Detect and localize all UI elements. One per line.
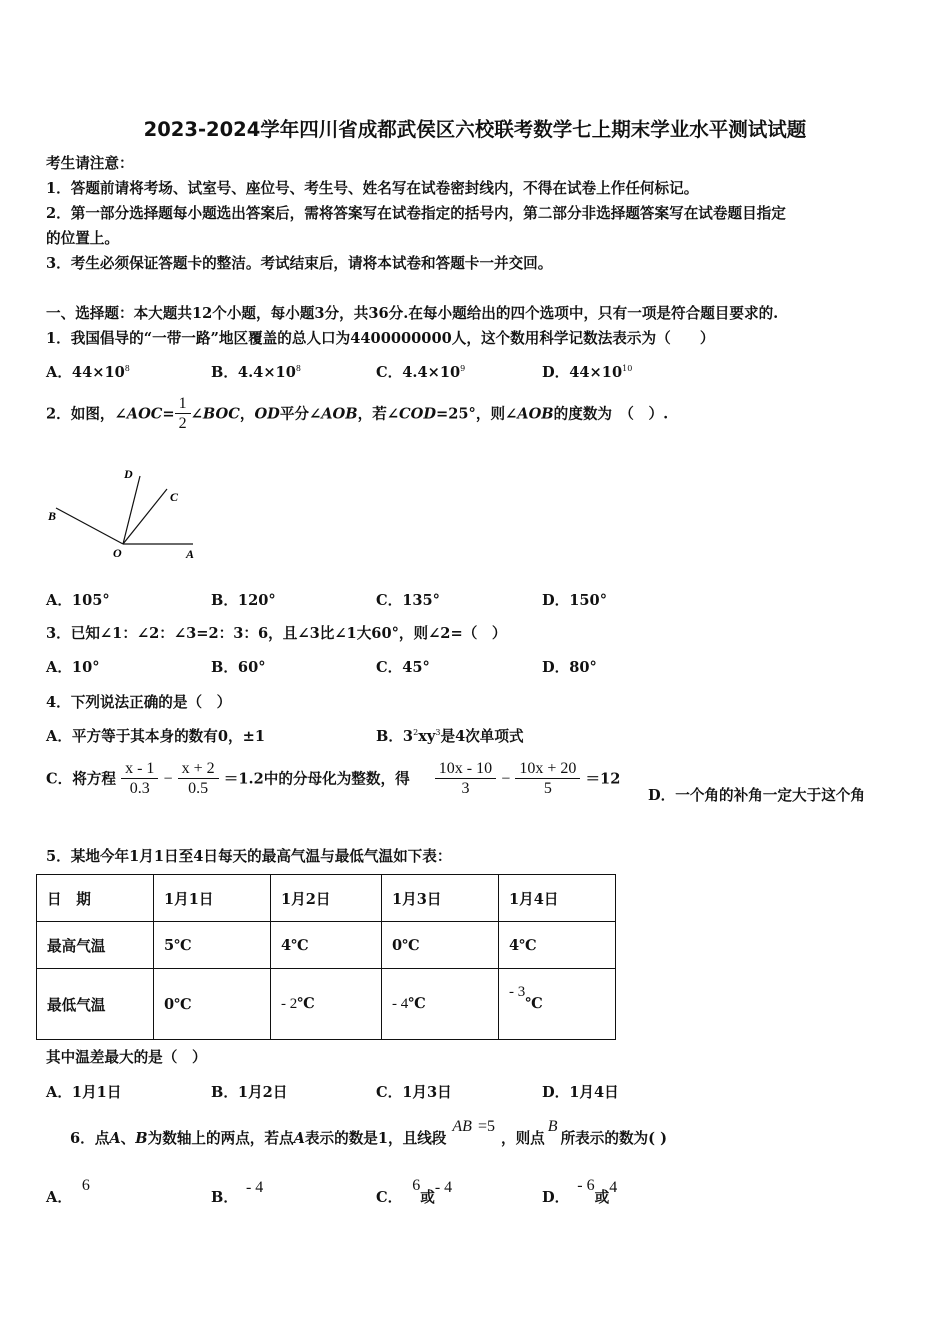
q2-option-c: C．135° bbox=[376, 592, 440, 609]
q4-option-b: B．$3^2xy^3$是4次单项式 bbox=[376, 728, 524, 745]
table-cell: - 4℃ bbox=[382, 969, 499, 1040]
question-5-question: 其中温差最大的是（ ） bbox=[46, 1049, 207, 1066]
q3-option-a: A．10° bbox=[46, 659, 100, 676]
fraction-half: $\frac{1}{2}$ bbox=[175, 395, 191, 434]
q4-option-d: D．一个角的补角一定大于这个角 bbox=[648, 787, 865, 804]
table-cell: 0℃ bbox=[382, 922, 499, 969]
table-cell: - 3℃ bbox=[499, 969, 616, 1040]
page-title: 2023-2024学年四川省成都武侯区六校联考数学七上期末学业水平测试试题 bbox=[143, 118, 807, 141]
question-6-stem: 6．点A、B为数轴上的两点，若点A表示的数是1，且线段AB =5，则点B所表示的数为( ) bbox=[70, 1118, 668, 1147]
table-cell: 4℃ bbox=[499, 922, 616, 969]
label-o: O bbox=[113, 546, 122, 560]
question-5-stem: 5．某地今年1月1日至4日每天的最高气温与最低气温如下表： bbox=[46, 848, 452, 865]
label-b: B bbox=[48, 509, 57, 523]
table-cell: - 2℃ bbox=[271, 969, 382, 1040]
table-row bbox=[37, 922, 616, 969]
table-cell: 最高气温 bbox=[37, 922, 154, 969]
notice-item: 2．第一部分选择题每小题选出答案后，需将答案写在试卷指定的括号内，第二部分非选择题答案写在试卷题目指定 bbox=[46, 205, 786, 222]
q1-option-a: A．$44\times 10^8$ bbox=[46, 364, 130, 381]
section-heading: 一、选择题：本大题共12个小题，每小题3分，共36分.在每小题给出的四个选项中，只有一项是符合题目要求的. bbox=[46, 305, 779, 322]
table-header-cell: 日 期 bbox=[37, 875, 154, 922]
table-header-cell: 1月4日 bbox=[499, 875, 616, 922]
q6-option-b: B．- 4 bbox=[211, 1179, 264, 1206]
notice-heading: 考生请注意： bbox=[46, 155, 134, 172]
q5-option-d: D．1月4日 bbox=[542, 1084, 619, 1101]
table-cell: 4℃ bbox=[271, 922, 382, 969]
table-header-cell: 1月1日 bbox=[154, 875, 271, 922]
q4-option-c: C．将方程 $\frac{x - 1}{0.3}$ − $\frac{x + 2}{0.5}$ ＝1.2中的分母化为整数，得 $\frac{10x - 10}{3}$ − $\frac{10x + 20}{5}$ ＝12 bbox=[46, 760, 621, 797]
q5-option-b: B．1月2日 bbox=[211, 1084, 288, 1101]
q1-option-d: D．$44\times 10^{10}$ bbox=[542, 364, 633, 381]
table-cell: 5℃ bbox=[154, 922, 271, 969]
fraction: $\frac{x - 1}{0.3}$ bbox=[121, 760, 158, 799]
angle-figure bbox=[40, 460, 210, 565]
q2-option-b: B．120° bbox=[211, 592, 276, 609]
q5-option-a: A．1月1日 bbox=[46, 1084, 122, 1101]
q6-option-a: A．6 bbox=[46, 1177, 90, 1206]
notice-item: 1．答题前请将考场、试室号、座位号、考生号、姓名写在试卷密封线内，不得在试卷上作任何标记。 bbox=[46, 180, 699, 197]
q2-option-a: A．105° bbox=[46, 592, 110, 609]
q6-option-d: D．- 6或4 bbox=[542, 1177, 618, 1206]
table-header-cell: 1月3日 bbox=[382, 875, 499, 922]
q4-option-a: A．平方等于其本身的数有0，±1 bbox=[46, 728, 265, 745]
q1-option-b: B．$4.4\times 10^8$ bbox=[211, 364, 301, 381]
ray-ob bbox=[56, 508, 123, 544]
label-a: A bbox=[186, 547, 195, 561]
q2-option-d: D．150° bbox=[542, 592, 608, 609]
question-4-stem: 4．下列说法正确的是（ ） bbox=[46, 694, 232, 711]
table-cell: 最低气温 bbox=[37, 969, 154, 1040]
temperature-table bbox=[36, 874, 616, 1040]
table-row bbox=[37, 875, 616, 922]
fraction: $\frac{10x - 10}{3}$ bbox=[435, 760, 496, 799]
label-c: C bbox=[170, 490, 179, 504]
table-row bbox=[37, 969, 616, 1040]
table-cell: 0℃ bbox=[154, 969, 271, 1040]
question-3-stem: 3．已知∠1：∠2：∠3=2：3：6，且∠3比∠1大60°，则∠2=（ ） bbox=[46, 625, 507, 642]
notice-item: 3．考生必须保证答题卡的整洁。考试结束后，请将本试卷和答题卡一并交回。 bbox=[46, 255, 553, 272]
question-2-stem: 2．如图，∠AOC= $\frac{1}{2}$ ∠BOC，OD平分∠AOB，若∠COD=25°，则∠AOB的度数为 （ ）. bbox=[46, 395, 669, 432]
fraction: $\frac{10x + 20}{5}$ bbox=[515, 760, 580, 799]
q6-option-c: C．6或- 4 bbox=[376, 1177, 453, 1206]
q3-option-c: C．45° bbox=[376, 659, 430, 676]
fraction: $\frac{x + 2}{0.5}$ bbox=[178, 760, 219, 799]
q1-option-c: C．$4.4\times 10^9$ bbox=[376, 364, 466, 381]
notice-item: 的位置上。 bbox=[46, 230, 119, 247]
q5-option-c: C．1月3日 bbox=[376, 1084, 452, 1101]
table-header-cell: 1月2日 bbox=[271, 875, 382, 922]
question-1-stem: 1．我国倡导的“一带一路”地区覆盖的总人口为4400000000人，这个数用科学记数法表示为（ ） bbox=[46, 330, 715, 347]
q3-option-d: D．80° bbox=[542, 659, 597, 676]
q3-option-b: B．60° bbox=[211, 659, 266, 676]
label-d: D bbox=[124, 467, 133, 481]
